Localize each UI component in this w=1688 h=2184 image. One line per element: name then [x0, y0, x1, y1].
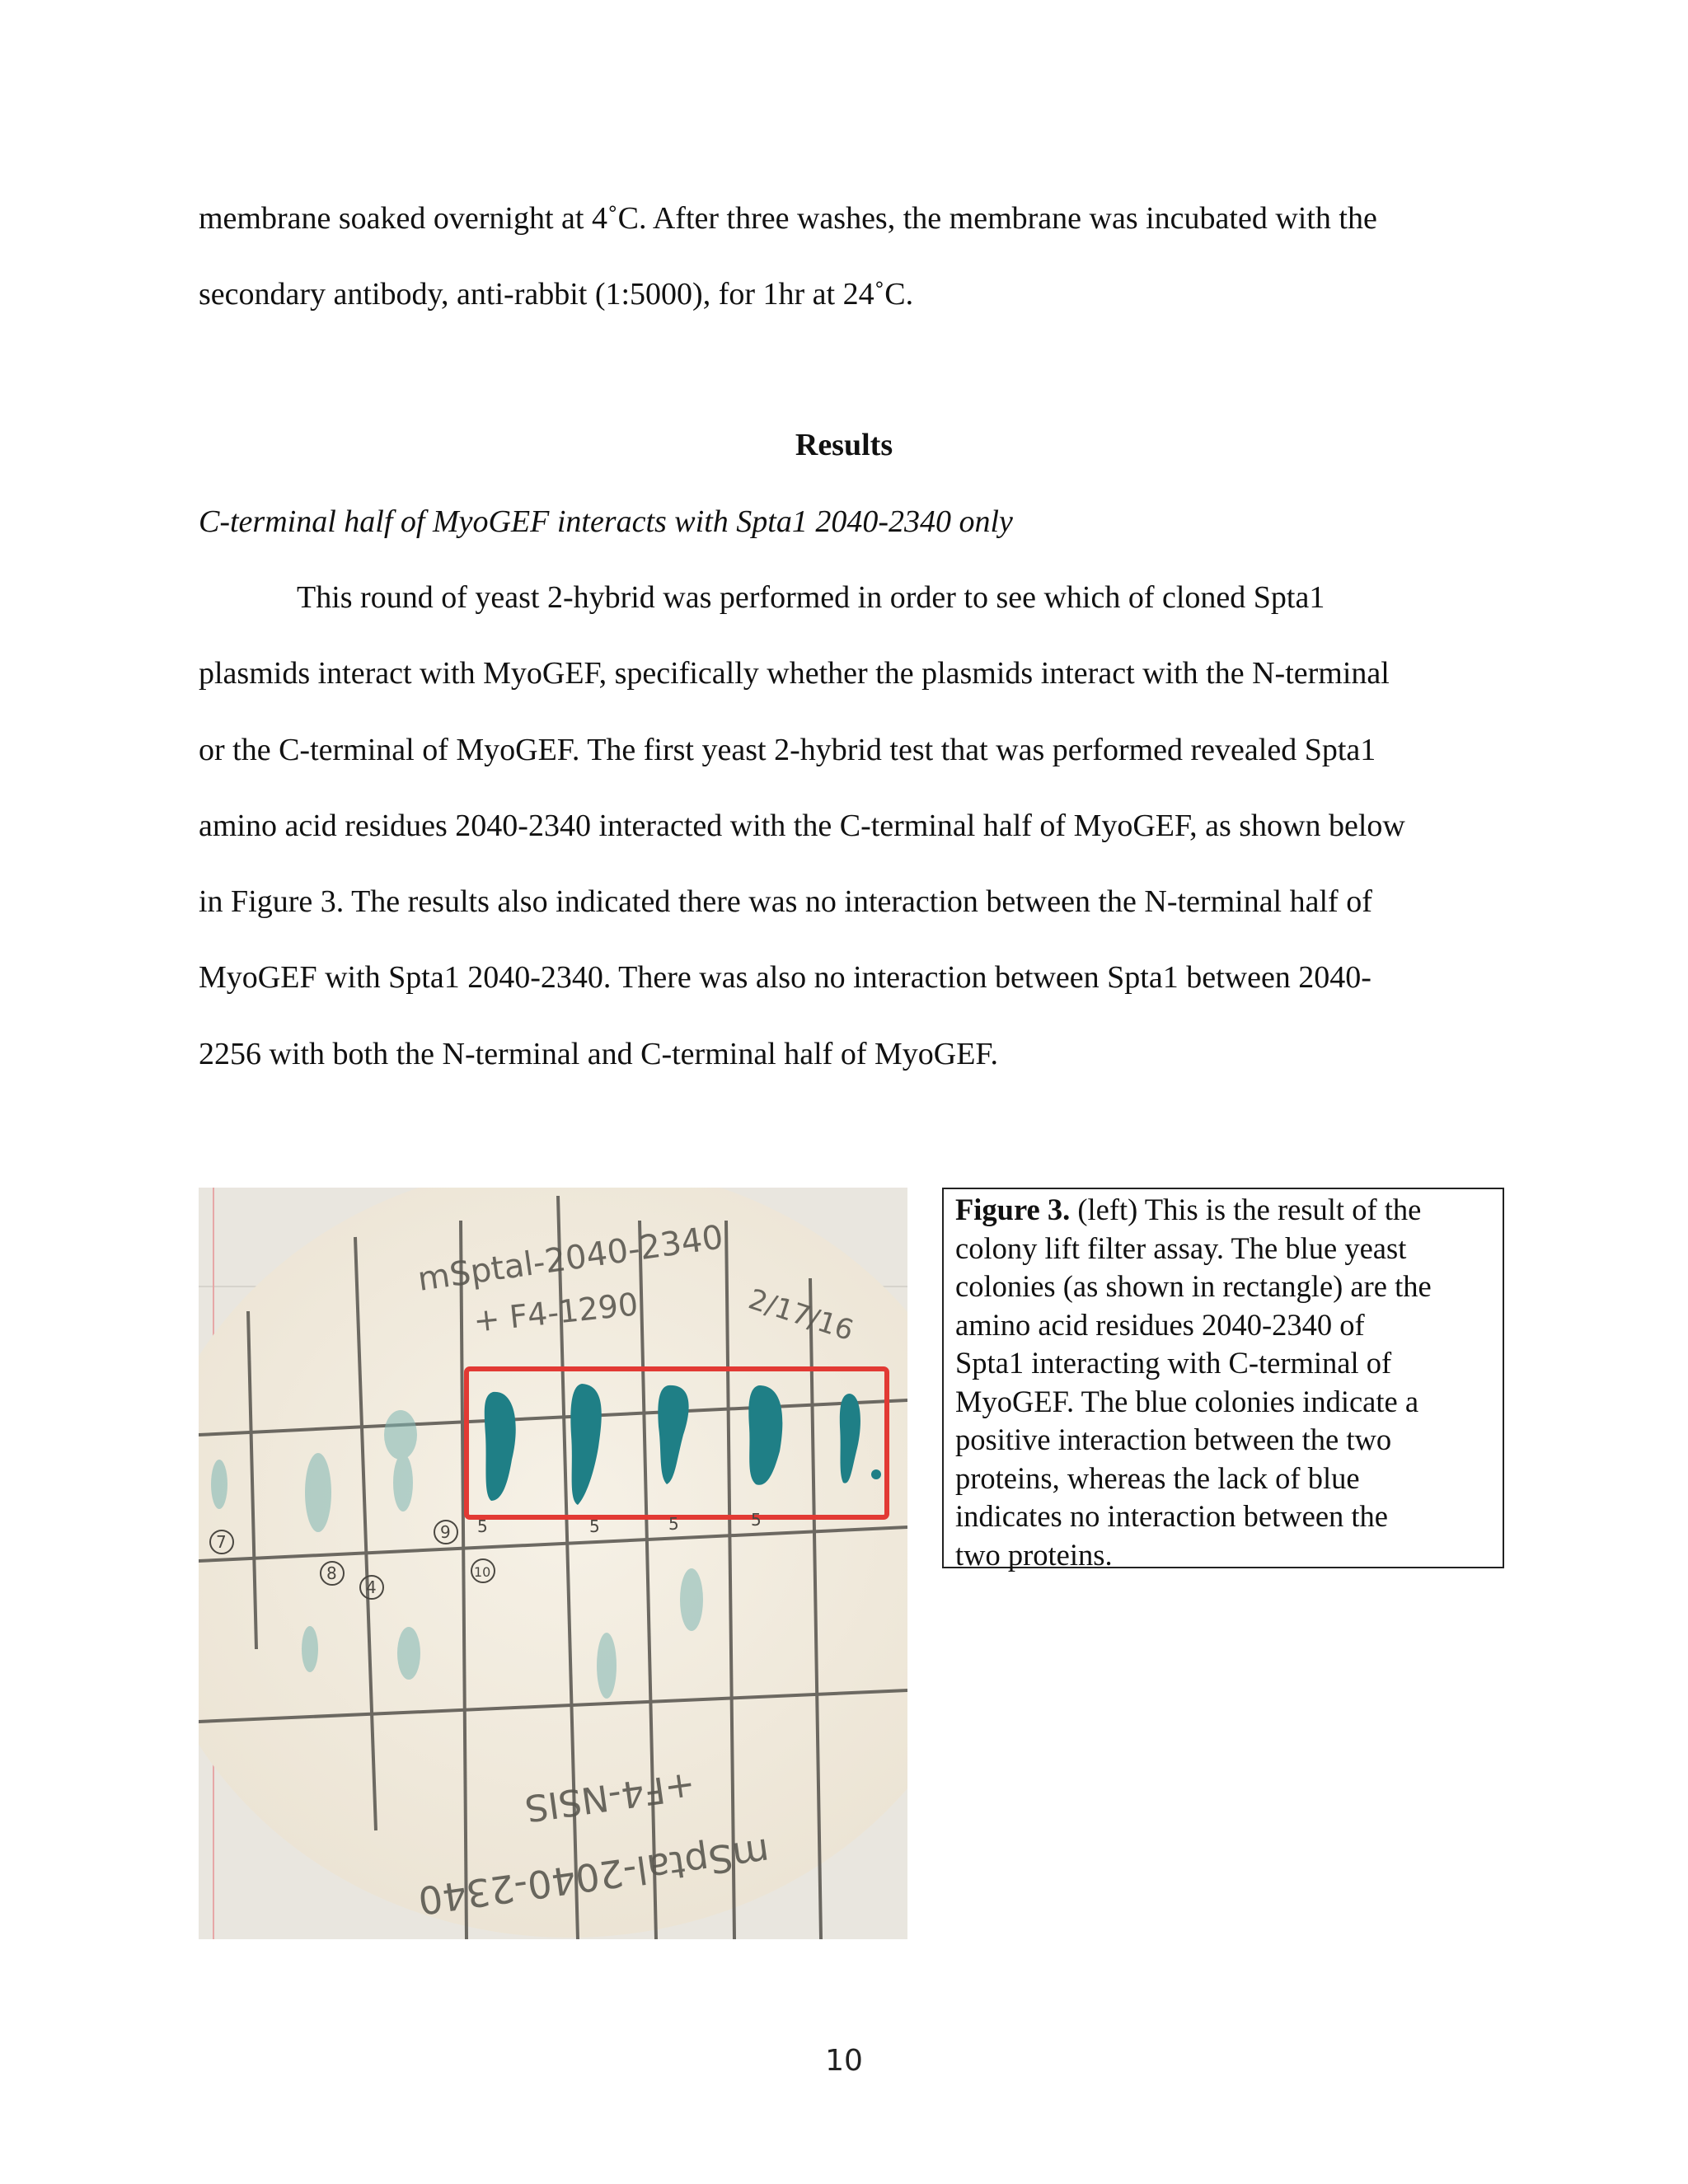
photo-top-text-2: + F4-1290: [471, 1286, 640, 1339]
paragraph-line: plasmids interact with MyoGEF, specifically whether the plasmids interact with the N-terminal: [199, 656, 1390, 691]
lane-number: 9: [440, 1522, 451, 1542]
caption-line: amino acid residues 2040-2340 of: [955, 1307, 1365, 1342]
photo-bottom-text-1: +F4-NSIS: [522, 1764, 698, 1830]
colony-lift-photo: [199, 1188, 907, 1939]
photo-bottom-text-2: mSptal-2040-2340: [415, 1830, 772, 1924]
paragraph-line: in Figure 3. The results also indicated there was no interaction between the N-terminal half of: [199, 884, 1372, 919]
paragraph-line: This round of yeast 2-hybrid was performed in order to see which of cloned Spta1: [297, 580, 1325, 615]
caption-line: Figure 3. (left) This is the result of the: [955, 1193, 1422, 1226]
caption-line: Spta1 interacting with C-terminal of: [955, 1346, 1392, 1380]
lane-number: 7: [216, 1532, 227, 1552]
body-line: secondary antibody, anti-rabbit (1:5000), for 1hr at 24˚C.: [199, 277, 914, 312]
lane-number: 5: [589, 1516, 600, 1536]
lane-number: 4: [366, 1577, 377, 1597]
caption-line: positive interaction between the two: [955, 1422, 1392, 1456]
caption-line: proteins, whereas the lack of blue: [955, 1460, 1360, 1495]
lane-number: 10: [474, 1564, 491, 1580]
caption-line: colonies (as shown in rectangle) are the: [955, 1269, 1432, 1303]
figure-label: Figure 3.: [955, 1193, 1071, 1226]
page-number: 10: [825, 2044, 863, 2078]
caption-line: two proteins.: [955, 1537, 1113, 1572]
photo-top-text-1: mSptal-2040-2340: [415, 1218, 726, 1299]
paragraph-line: 2256 with both the N-terminal and C-terminal half of MyoGEF.: [199, 1037, 999, 1071]
body-line: membrane soaked overnight at 4˚C. After three washes, the membrane was incubated with the: [199, 201, 1377, 236]
paragraph-line: amino acid residues 2040-2340 interacted with the C-terminal half of MyoGEF, as shown below: [199, 808, 1405, 843]
lane-number: 5: [668, 1514, 679, 1534]
caption-line: colony lift filter assay. The blue yeast: [955, 1230, 1407, 1265]
lane-number: 5: [751, 1510, 762, 1530]
caption-line: indicates no interaction between the: [955, 1499, 1388, 1533]
photo-date: 2/17/16: [744, 1282, 858, 1348]
caption-line: MyoGEF. The blue colonies indicate a: [955, 1384, 1419, 1418]
lane-number: 5: [477, 1516, 488, 1536]
figure-caption: [942, 1188, 1504, 1572]
lane-number: 8: [326, 1563, 337, 1583]
paragraph-line: or the C-terminal of MyoGEF. The first yeast 2-hybrid test that was performed revealed Spta1: [199, 733, 1376, 767]
section-subheading: C-terminal half of MyoGEF interacts with Spta1 2040-2340 only: [199, 504, 1013, 539]
paragraph-line: MyoGEF with Spta1 2040-2340. There was also no interaction between Spta1 between 2040-: [199, 960, 1372, 995]
results-heading: Results: [795, 428, 893, 462]
